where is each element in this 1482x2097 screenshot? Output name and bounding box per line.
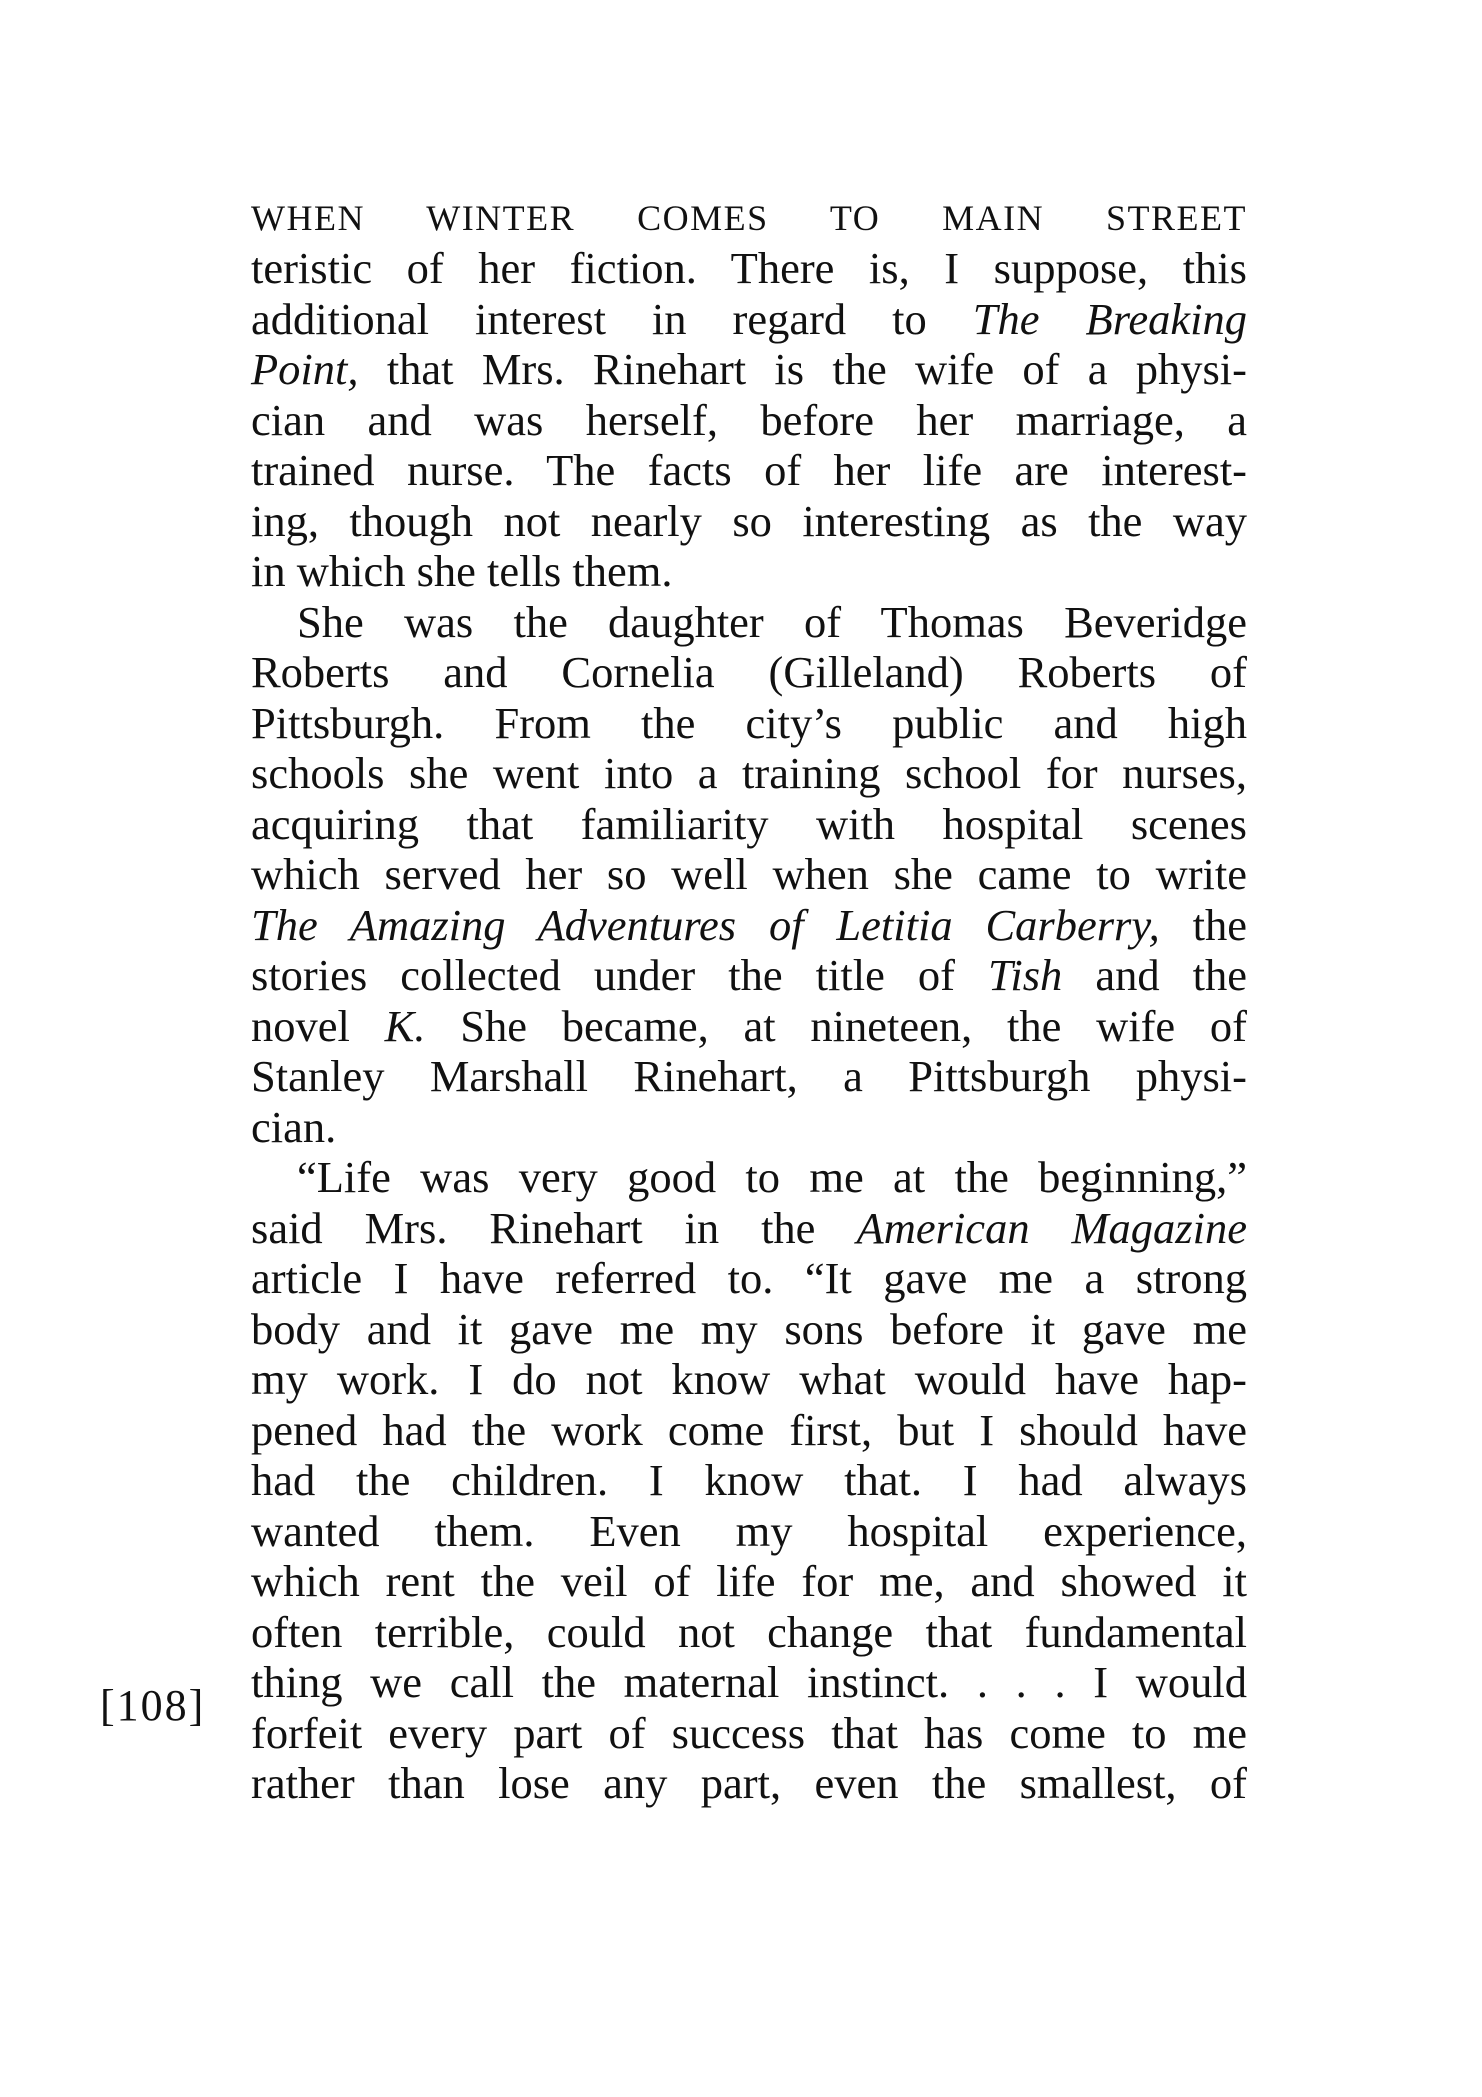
text-line — [251, 1354, 1247, 1405]
line-text: Stanley Marshall Rinehart, a Pittsburgh physi- — [251, 1051, 1247, 1101]
text-line — [251, 1304, 1247, 1355]
line-text: which rent the veil of life for me, and showed it — [251, 1556, 1247, 1606]
italic-title: K. — [349, 1000, 426, 1051]
body-text — [251, 243, 1247, 1809]
italic-title: The Breaking — [926, 293, 1248, 344]
line-text: Roberts and Cornelia (Gilleland) Roberts of — [251, 647, 1247, 697]
line-text: body and it gave me my sons before it gave me — [251, 1303, 1247, 1354]
line-text: rather than lose any part, even the smallest, of — [251, 1758, 1247, 1808]
text-line — [251, 1506, 1247, 1557]
line-text: article I have referred to. “It gave me a strong — [251, 1253, 1247, 1303]
line-text: Pittsburgh. From the city’s public and high — [251, 697, 1247, 748]
line-text: additional interest in regard to — [251, 293, 927, 344]
line-text: often terrible, could not change that fundamental — [251, 1606, 1247, 1657]
line-text: that Mrs. Rinehart is the wife of a physi- — [386, 344, 1247, 394]
line-text: teristic of her fiction. There is, I suppose, this — [251, 243, 1247, 293]
line-text: pened had the work come first, but I should have — [251, 1404, 1247, 1455]
line-text: trained nurse. The facts of her life are interest- — [251, 445, 1247, 495]
text-line — [251, 849, 1247, 900]
text-line — [251, 950, 1247, 1001]
text-line — [251, 1556, 1247, 1607]
line-text: “Life was very good to me at the beginning,” — [297, 1152, 1247, 1202]
book-page — [251, 196, 1247, 1809]
line-text: the — [1192, 899, 1247, 950]
line-text: stories collected under the title of — [251, 950, 955, 1000]
line-text: She became, at nineteen, the wife of — [425, 1000, 1248, 1051]
text-line — [251, 1708, 1247, 1759]
line-text: in which she tells them. — [251, 546, 673, 596]
text-line — [251, 1405, 1247, 1456]
text-line — [251, 1455, 1247, 1506]
line-text: cian. — [251, 1101, 337, 1152]
page-number: [108] — [100, 1681, 206, 1730]
line-text: cian and was herself, before her marriage, a — [251, 394, 1247, 445]
text-line — [251, 445, 1247, 496]
text-line — [251, 1051, 1247, 1102]
line-text: my work. I do not know what would have hap- — [251, 1354, 1247, 1404]
line-text: forfeit every part of success that has come to me — [251, 1707, 1247, 1758]
italic-title: Tish — [954, 950, 1063, 1000]
text-line — [251, 1001, 1247, 1052]
line-text: and the — [1062, 950, 1247, 1000]
text-line — [251, 748, 1247, 799]
italic-title: The Amazing Adventures of Letitia Carberry, — [251, 899, 1193, 950]
text-line — [251, 344, 1247, 395]
line-text: schools she went into a training school for nurses, — [251, 748, 1247, 798]
text-line — [251, 294, 1247, 345]
text-line — [251, 799, 1247, 850]
line-text: thing we call the maternal instinct. . . . I would — [251, 1657, 1247, 1707]
text-line — [251, 1203, 1247, 1254]
line-text: ing, though not nearly so interesting as the way — [251, 495, 1247, 546]
line-text: acquiring that familiarity with hospital scenes — [251, 798, 1247, 849]
text-line — [251, 1657, 1247, 1708]
text-line — [251, 1607, 1247, 1658]
italic-title: Point, — [251, 344, 387, 394]
text-line — [251, 496, 1247, 547]
text-line — [251, 1758, 1247, 1809]
text-line — [251, 395, 1247, 446]
text-line — [251, 900, 1247, 951]
text-line — [251, 698, 1247, 749]
text-line — [251, 597, 1247, 648]
text-line — [251, 1253, 1247, 1304]
text-line — [251, 1102, 1247, 1153]
text-line — [251, 647, 1247, 698]
line-text: wanted them. Even my hospital experience, — [251, 1505, 1247, 1556]
text-line — [251, 546, 1247, 597]
text-line — [251, 243, 1247, 294]
line-text: novel — [251, 1000, 350, 1051]
line-text: which served her so well when she came to write — [251, 849, 1247, 899]
line-text: said Mrs. Rinehart in the — [251, 1202, 816, 1253]
line-text: She was the daughter of Thomas Beveridge — [297, 596, 1247, 647]
italic-title: American Magazine — [815, 1202, 1247, 1253]
line-text: had the children. I know that. I had always — [251, 1455, 1247, 1505]
text-line — [251, 1152, 1247, 1203]
running-head: WHEN WINTER COMES TO MAIN STREET — [251, 198, 1247, 238]
